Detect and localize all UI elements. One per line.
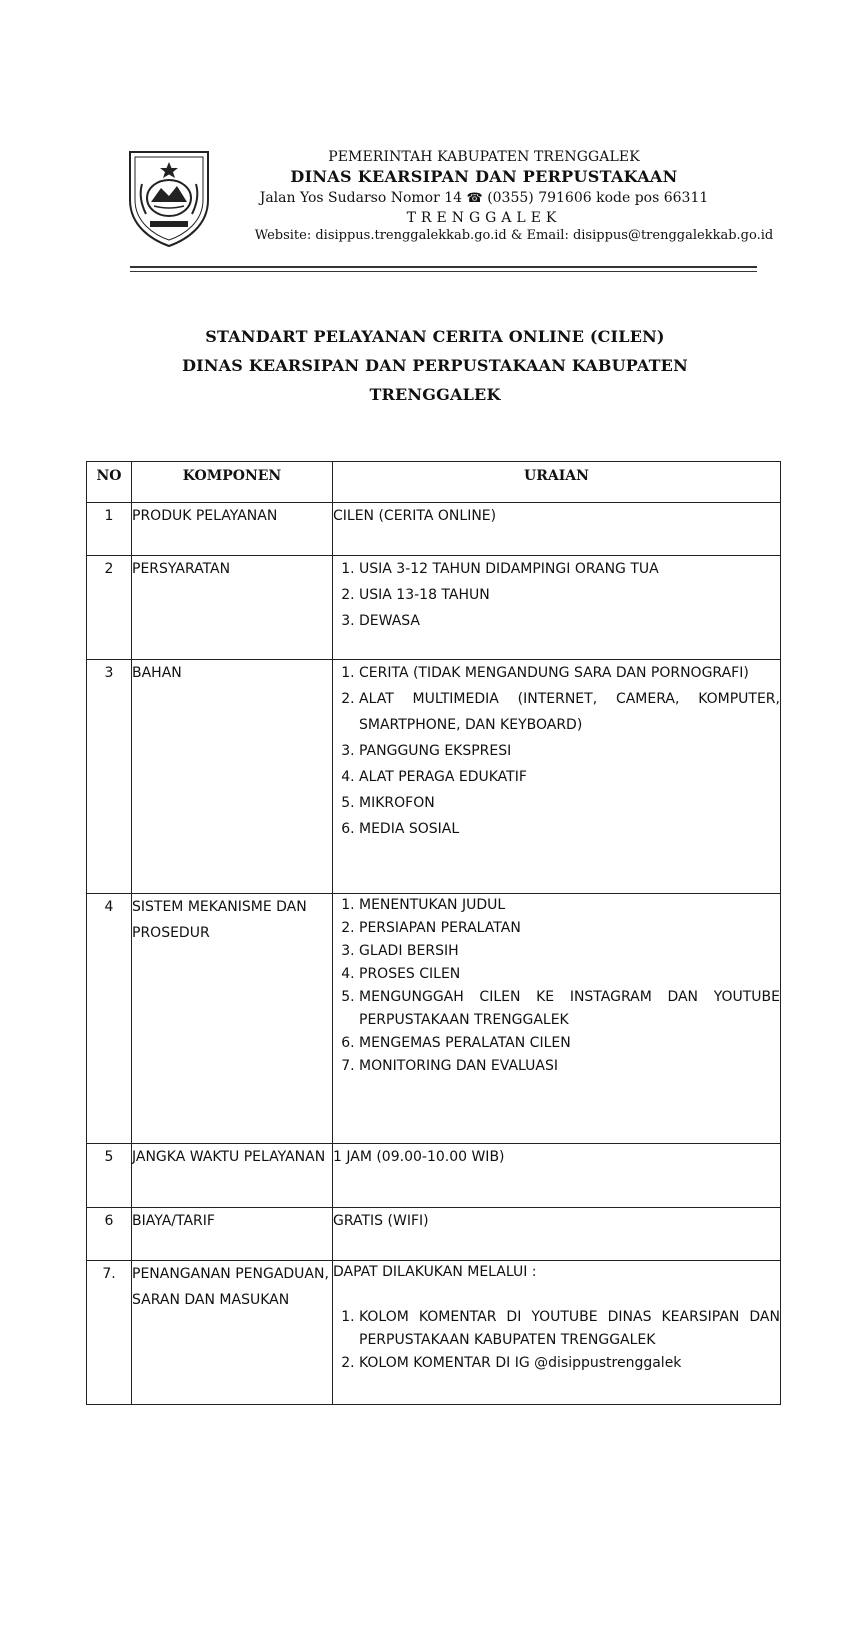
table-row — [87, 556, 781, 660]
list-item: 2. KOLOM KOMENTAR DI IG @disippustrenggalek — [359, 1352, 780, 1375]
table-row — [87, 1208, 781, 1261]
list-item: 5. MIKROFON — [359, 790, 780, 816]
letterhead — [124, 148, 774, 258]
uraian-list — [333, 1306, 780, 1375]
list-item: 3. PANGGUNG EKSPRESI — [359, 738, 780, 764]
list-item: 6. MEDIA SOSIAL — [359, 816, 780, 842]
table-row — [87, 1144, 781, 1208]
row-uraian — [333, 1261, 781, 1405]
title-line-2: DINAS KEARSIPAN DAN PERPUSTAKAAN KABUPATEN — [182, 356, 688, 375]
row-uraian — [333, 660, 781, 894]
list-item: 2. USIA 13-18 TAHUN — [359, 582, 780, 608]
row-number: 6 — [87, 1208, 132, 1261]
table-row — [87, 660, 781, 894]
list-item: 2. ALAT MULTIMEDIA (INTERNET, CAMERA, KOMPUTER, SMARTPHONE, DAN KEYBOARD) — [359, 686, 780, 738]
list-item: 4. PROSES CILEN — [359, 963, 780, 986]
list-item: 1. USIA 3-12 TAHUN DIDAMPINGI ORANG TUA — [359, 556, 780, 582]
list-item: 2. PERSIAPAN PERALATAN — [359, 917, 780, 940]
row-uraian: GRATIS (WIFI) — [333, 1208, 781, 1261]
row-komponen: JANGKA WAKTU PELAYANAN — [132, 1144, 333, 1208]
row-uraian: CILEN (CERITA ONLINE) — [333, 503, 781, 556]
table-row — [87, 503, 781, 556]
document-title — [90, 322, 780, 409]
list-item: 1. MENENTUKAN JUDUL — [359, 894, 780, 917]
header-no: NO — [87, 462, 132, 503]
uraian-list — [333, 894, 780, 1078]
letterhead-city: TRENGGALEK — [406, 210, 562, 226]
letterhead-divider-thin — [130, 271, 757, 272]
uraian-intro: DAPAT DILAKUKAN MELALUI : — [333, 1264, 537, 1280]
list-item: 6. MENGEMAS PERALATAN CILEN — [359, 1032, 780, 1055]
row-number: 4 — [87, 894, 132, 1144]
letterhead-address — [184, 188, 784, 209]
service-standard-table — [86, 461, 781, 1405]
row-komponen: BAHAN — [132, 660, 333, 894]
list-item: 1. CERITA (TIDAK MENGANDUNG SARA DAN PORNOGRAFI) — [359, 660, 780, 686]
title-line-1: STANDART PELAYANAN CERITA ONLINE (CILEN) — [205, 327, 665, 346]
letterhead-contact: Website: disippus.trenggalekkab.go.id & Email: disippus@trenggalekkab.go.id — [254, 228, 774, 243]
address-street: Jalan Yos Sudarso Nomor 14 — [259, 190, 463, 206]
phone-icon: ☎ — [466, 191, 483, 206]
letterhead-divider-thick — [130, 266, 757, 268]
letterhead-agency: DINAS KEARSIPAN DAN PERPUSTAKAAN — [290, 167, 678, 186]
row-komponen: PERSYARATAN — [132, 556, 333, 660]
list-item: 3. DEWASA — [359, 608, 780, 634]
row-number: 2 — [87, 556, 132, 660]
row-komponen: PENANGANAN PENGADUAN, SARAN DAN MASUKAN — [132, 1261, 333, 1405]
spacer — [333, 1284, 780, 1306]
row-uraian — [333, 556, 781, 660]
row-komponen: SISTEM MEKANISME DAN PROSEDUR — [132, 894, 333, 1144]
list-item: 4. ALAT PERAGA EDUKATIF — [359, 764, 780, 790]
row-number: 1 — [87, 503, 132, 556]
list-item: 3. GLADI BERSIH — [359, 940, 780, 963]
address-phone: (0355) 791606 kode pos 66311 — [487, 190, 709, 206]
row-uraian: 1 JAM (09.00-10.00 WIB) — [333, 1144, 781, 1208]
list-item: 5. MENGUNGGAH CILEN KE INSTAGRAM DAN YOUTUBE PERPUSTAKAAN TRENGGALEK — [359, 986, 780, 1032]
row-number: 5 — [87, 1144, 132, 1208]
row-uraian — [333, 894, 781, 1144]
uraian-list — [333, 556, 780, 634]
row-number: 7. — [87, 1261, 132, 1405]
letterhead-government: PEMERINTAH KABUPATEN TRENGGALEK — [328, 149, 640, 165]
row-number: 3 — [87, 660, 132, 894]
row-komponen: BIAYA/TARIF — [132, 1208, 333, 1261]
uraian-list — [333, 660, 780, 842]
row-komponen: PRODUK PELAYANAN — [132, 503, 333, 556]
list-item: 7. MONITORING DAN EVALUASI — [359, 1055, 780, 1078]
header-uraian: URAIAN — [333, 462, 781, 503]
table-row — [87, 894, 781, 1144]
table-header-row — [87, 462, 781, 503]
list-item: 1. KOLOM KOMENTAR DI YOUTUBE DINAS KEARSIPAN DAN PERPUSTAKAAN KABUPATEN TRENGGALEK — [359, 1306, 780, 1352]
header-komponen: KOMPONEN — [132, 462, 333, 503]
title-line-3: TRENGGALEK — [369, 385, 501, 404]
table-row — [87, 1261, 781, 1405]
